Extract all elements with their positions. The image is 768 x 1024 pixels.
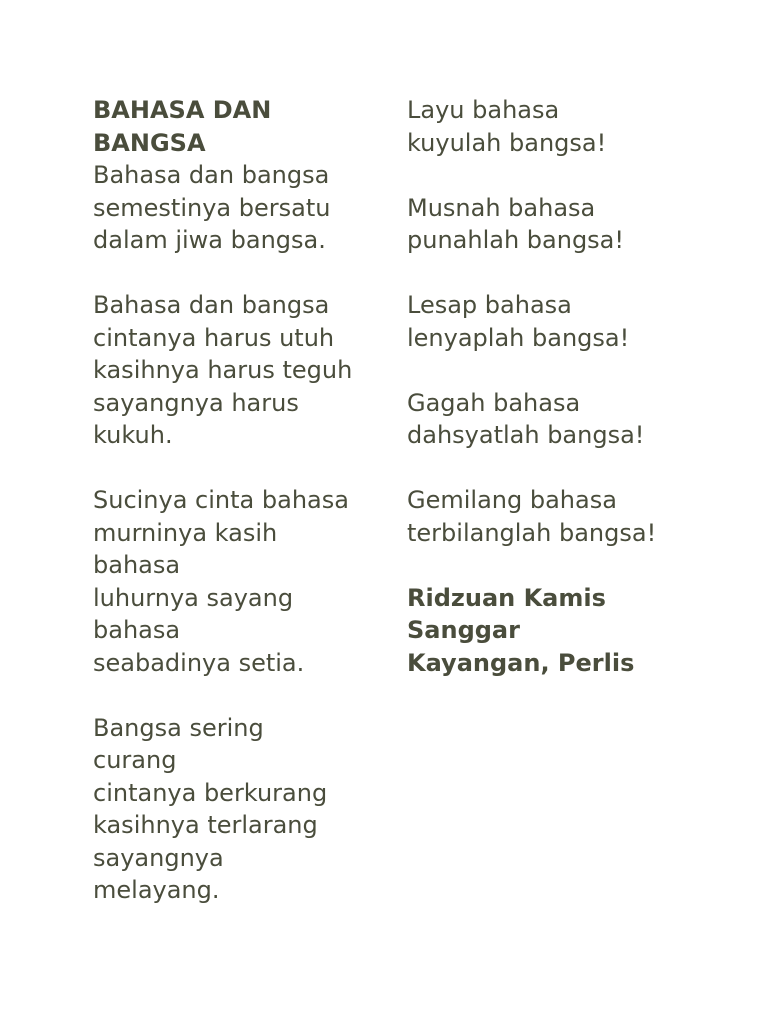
- poem-title-line: BANGSA: [93, 128, 206, 157]
- verse-line: kukuh.: [93, 421, 173, 449]
- verse-line: punahlah bangsa!: [407, 226, 625, 254]
- verse-line: lenyaplah bangsa!: [407, 323, 630, 352]
- verse-line: sayangnya: [93, 843, 224, 872]
- author-line: Sanggar: [407, 616, 520, 644]
- stanza: [407, 192, 707, 257]
- verse-line: kasihnya terlarang: [93, 811, 318, 839]
- stanza: [407, 94, 707, 159]
- verse-line: semestinya bersatu: [93, 193, 331, 222]
- stanza: [407, 289, 707, 354]
- author-line: Ridzuan Kamis: [407, 583, 606, 612]
- verse-line: Sucinya cinta bahasa: [93, 486, 349, 514]
- verse-line: seabadinya setia.: [93, 648, 305, 677]
- verse-line: murninya kasih: [93, 518, 278, 547]
- verse-line: Gemilang bahasa: [407, 486, 617, 514]
- stanza: [93, 712, 383, 907]
- left-column: [93, 94, 383, 907]
- verse-line: dalam jiwa bangsa.: [93, 226, 326, 254]
- stanza: [93, 289, 383, 452]
- author-signature: [407, 582, 707, 680]
- poem-title: [93, 94, 383, 159]
- verse-line: luhurnya sayang: [93, 583, 294, 612]
- author-line: Kayangan, Perlis: [407, 648, 635, 677]
- poem-title-line: BAHASA DAN: [93, 96, 272, 124]
- verse-line: Bahasa dan bangsa: [93, 291, 330, 319]
- stanza: [407, 387, 707, 452]
- verse-line: cintanya berkurang: [93, 778, 328, 807]
- verse-line: kuyulah bangsa!: [407, 128, 607, 157]
- verse-line: kasihnya harus teguh: [93, 356, 353, 384]
- stanza: [93, 484, 383, 679]
- verse-line: Musnah bahasa: [407, 193, 596, 222]
- verse-line: Layu bahasa: [407, 96, 560, 124]
- verse-line: Lesap bahasa: [407, 291, 572, 319]
- verse-line: bahasa: [93, 616, 181, 644]
- verse-line: melayang.: [93, 876, 220, 904]
- stanza: [407, 484, 707, 549]
- verse-line: Bahasa dan bangsa: [93, 161, 330, 189]
- verse-line: Gagah bahasa: [407, 388, 581, 417]
- verse-line: Bangsa sering: [93, 713, 264, 742]
- verse-line: bahasa: [93, 551, 181, 579]
- verse-line: terbilanglah bangsa!: [407, 518, 657, 547]
- verse-line: dahsyatlah bangsa!: [407, 421, 645, 449]
- stanza: [93, 159, 383, 257]
- verse-line: cintanya harus utuh: [93, 323, 335, 352]
- right-column: [407, 94, 707, 679]
- verse-line: sayangnya harus: [93, 388, 299, 417]
- verse-line: curang: [93, 746, 177, 774]
